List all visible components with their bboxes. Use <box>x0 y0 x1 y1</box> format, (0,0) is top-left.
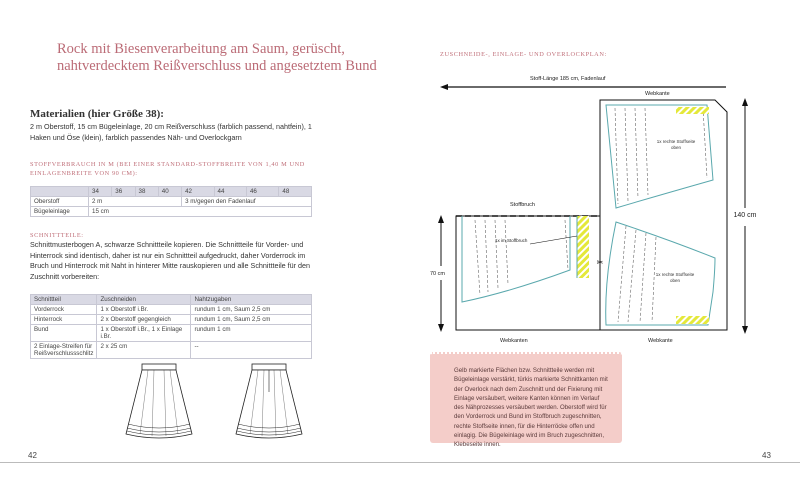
table-cell: Bund <box>31 325 97 342</box>
size-cell: 46 <box>246 187 278 197</box>
row-label: Oberstoff <box>31 197 89 207</box>
cutting-plan-diagram <box>430 70 770 350</box>
row-label: Bügeleinlage <box>31 207 89 217</box>
footer-rule <box>400 462 800 463</box>
size-cell: 42 <box>182 187 214 197</box>
size-cell: 48 <box>279 187 312 197</box>
table-row <box>31 342 312 359</box>
size-cell: 36 <box>112 187 135 197</box>
table-cell: 3 m/gegen den Fadenlauf <box>182 197 312 207</box>
footer-rule <box>0 462 400 463</box>
skirt-front-drawing <box>126 364 192 438</box>
table-cell: 2 x 25 cm <box>97 342 191 359</box>
table-cell: 2 x Oberstoff gegengleich <box>97 315 191 325</box>
table-cell: rundum 1 cm <box>191 325 312 342</box>
pieces-table <box>30 294 312 359</box>
size-cell: 40 <box>158 187 181 197</box>
table-cell: rundum 1 cm, Saum 2,5 cm <box>191 305 312 315</box>
table-cell: rundum 1 cm, Saum 2,5 cm <box>191 315 312 325</box>
selvedge-top-label: Webkante <box>645 91 670 97</box>
table-cell: 15 cm <box>89 207 312 217</box>
table-header: Nahtzugaben <box>191 295 312 305</box>
size-cell: 44 <box>214 187 246 197</box>
size-cell: 34 <box>89 187 112 197</box>
table-cell: 1 x Oberstoff i.Br. <box>97 305 191 315</box>
height-70-label: 70 cm <box>430 271 445 277</box>
scissors-icon: ✂ <box>596 258 604 267</box>
table-cell: Vorderrock <box>31 305 97 315</box>
length-label: Stoff-Länge 185 cm, Fadenlauf <box>530 76 606 82</box>
size-cell: 38 <box>135 187 158 197</box>
table-cell: 2 m <box>89 197 182 207</box>
table-header: Schnittteil <box>31 295 97 305</box>
piece-label-bottom: 1x rechte Stoffseite oben <box>655 272 695 283</box>
materials-text: 2 m Oberstoff, 15 cm Bügeleinlage, 20 cm Reißverschluss (farblich passend, nahtfein), 1 Haken und Öse (klein), farblich passendes Näh- und Overlockgarn <box>30 122 312 142</box>
page-title: Rock mit Biesenverarbeitung am Saum, gerüscht, nahtverdecktem Reißverschluss und angesetztem Bund <box>57 41 377 74</box>
plan-heading: ZUSCHNEIDE-, EINLAGE- UND OVERLOCKPLAN: <box>440 51 607 58</box>
note-box: Gelb markierte Flächen bzw. Schnittteile werden mit Bügeleinlage verstärkt, türkis markierte Schnittkanten mit der Overlock nach dem Zuschnitt und der Fixierung mit Einlage versäubert, weitere Kanten können im Verlauf des Nähprozesses versäubert werden. Oberstoff wird für den Vorderrock und Bund im Stoffbruch zugeschnitten, rechte Stoffseite innen, für die Hinterröcke offen und einlagig. Die Bügeleinlage wird im Bruch zugeschnitten, Klebeseite innen. <box>430 352 622 443</box>
height-140-label: 140 cm <box>730 211 760 220</box>
consumption-table <box>30 186 312 217</box>
page-number-left: 42 <box>28 451 37 460</box>
selvedge-bottom-right-label: Webkante <box>648 338 673 344</box>
fold-label: Stoffbruch <box>510 202 535 208</box>
table-header: Zuschneiden <box>97 295 191 305</box>
pattern-piece-fold <box>462 216 589 302</box>
table-row <box>31 305 312 315</box>
table-row <box>31 325 312 342</box>
skirt-back-drawing <box>236 364 302 438</box>
table-cell: -- <box>191 342 312 359</box>
table-cell: Hinterrock <box>31 315 97 325</box>
pattern-piece-top <box>606 105 713 208</box>
consumption-heading: STOFFVERBRAUCH IN M (BEI EINER STANDARD-STOFFBREITE VON 1,40 M UND EINLAGENBREITE VON 90 CM): <box>30 161 305 177</box>
piece-label-top: 1x rechte Stoffseite oben <box>656 139 696 150</box>
piece-label-fold: 1x im Stoffbruch <box>495 238 528 243</box>
selvedge-bottom-left-label: Webkanten <box>500 338 528 344</box>
fabric-outline <box>456 100 727 330</box>
pieces-text: Schnittmusterbogen A, schwarze Schnittteile kopieren. Die Schnittteile für Vorder- und Hinterrock sind identisch, daher ist nur ein Schnittteil aufgedruckt, daher Vorderrock im Bruch und Hinterrock mit Naht in hinterer Mitte rauskopieren und alle Schnittteile für den Zuschnitt vorbereiten: <box>30 240 311 281</box>
table-cell: 2 Einlage-Streifen für Reißverschlussschlitz <box>31 342 97 359</box>
length-arrow <box>440 84 726 90</box>
table-cell: 1 x Oberstoff i.Br., 1 x Einlage i.Br. <box>97 325 191 342</box>
page-number-right: 43 <box>762 451 771 460</box>
table-row <box>31 315 312 325</box>
skirt-illustrations <box>120 362 320 444</box>
materials-heading: Materialien (hier Größe 38): <box>30 108 164 120</box>
pieces-heading: SCHNITTTEILE: <box>30 232 84 239</box>
